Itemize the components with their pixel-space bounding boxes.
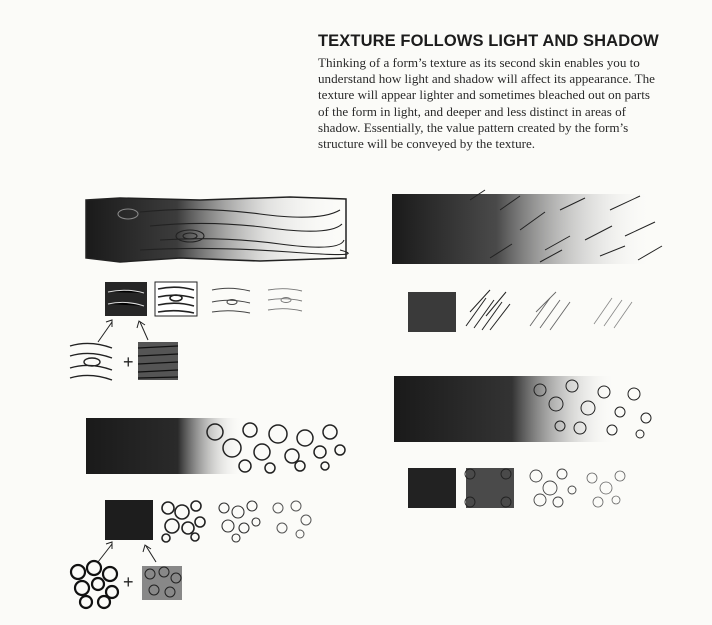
section-heading: TEXTURE FOLLOWS LIGHT AND SHADOW <box>318 32 659 50</box>
wood-plank-illustration <box>86 197 348 262</box>
intro-paragraph: Thinking of a form’s texture as its second skin enables you to understand how light and shadow will affect its appearance. The texture will appear lighter and sometimes bleached out on parts of the form in light, and deeper and less distinct in areas of shadow. Essentially, the value pattern created by the form’s structure will be conveyed by the texture. <box>318 55 655 152</box>
arrow-icons <box>98 320 148 342</box>
pebble-strip-illustration <box>86 418 348 474</box>
pebble-outline-sample <box>71 561 118 608</box>
fur-swatches <box>408 290 632 332</box>
pebble-swatches <box>105 500 311 542</box>
wood-combination <box>70 320 178 380</box>
wood-swatches <box>105 282 302 316</box>
plus-sign: + <box>123 572 134 592</box>
pebble-combination <box>71 542 182 608</box>
arrow-icons <box>98 542 156 562</box>
fur-strip-illustration <box>392 190 662 264</box>
wood-grain-sample <box>70 343 112 380</box>
curl-swatches <box>408 468 625 508</box>
curl-strip-illustration <box>394 376 656 442</box>
plus-sign: + <box>123 352 134 372</box>
